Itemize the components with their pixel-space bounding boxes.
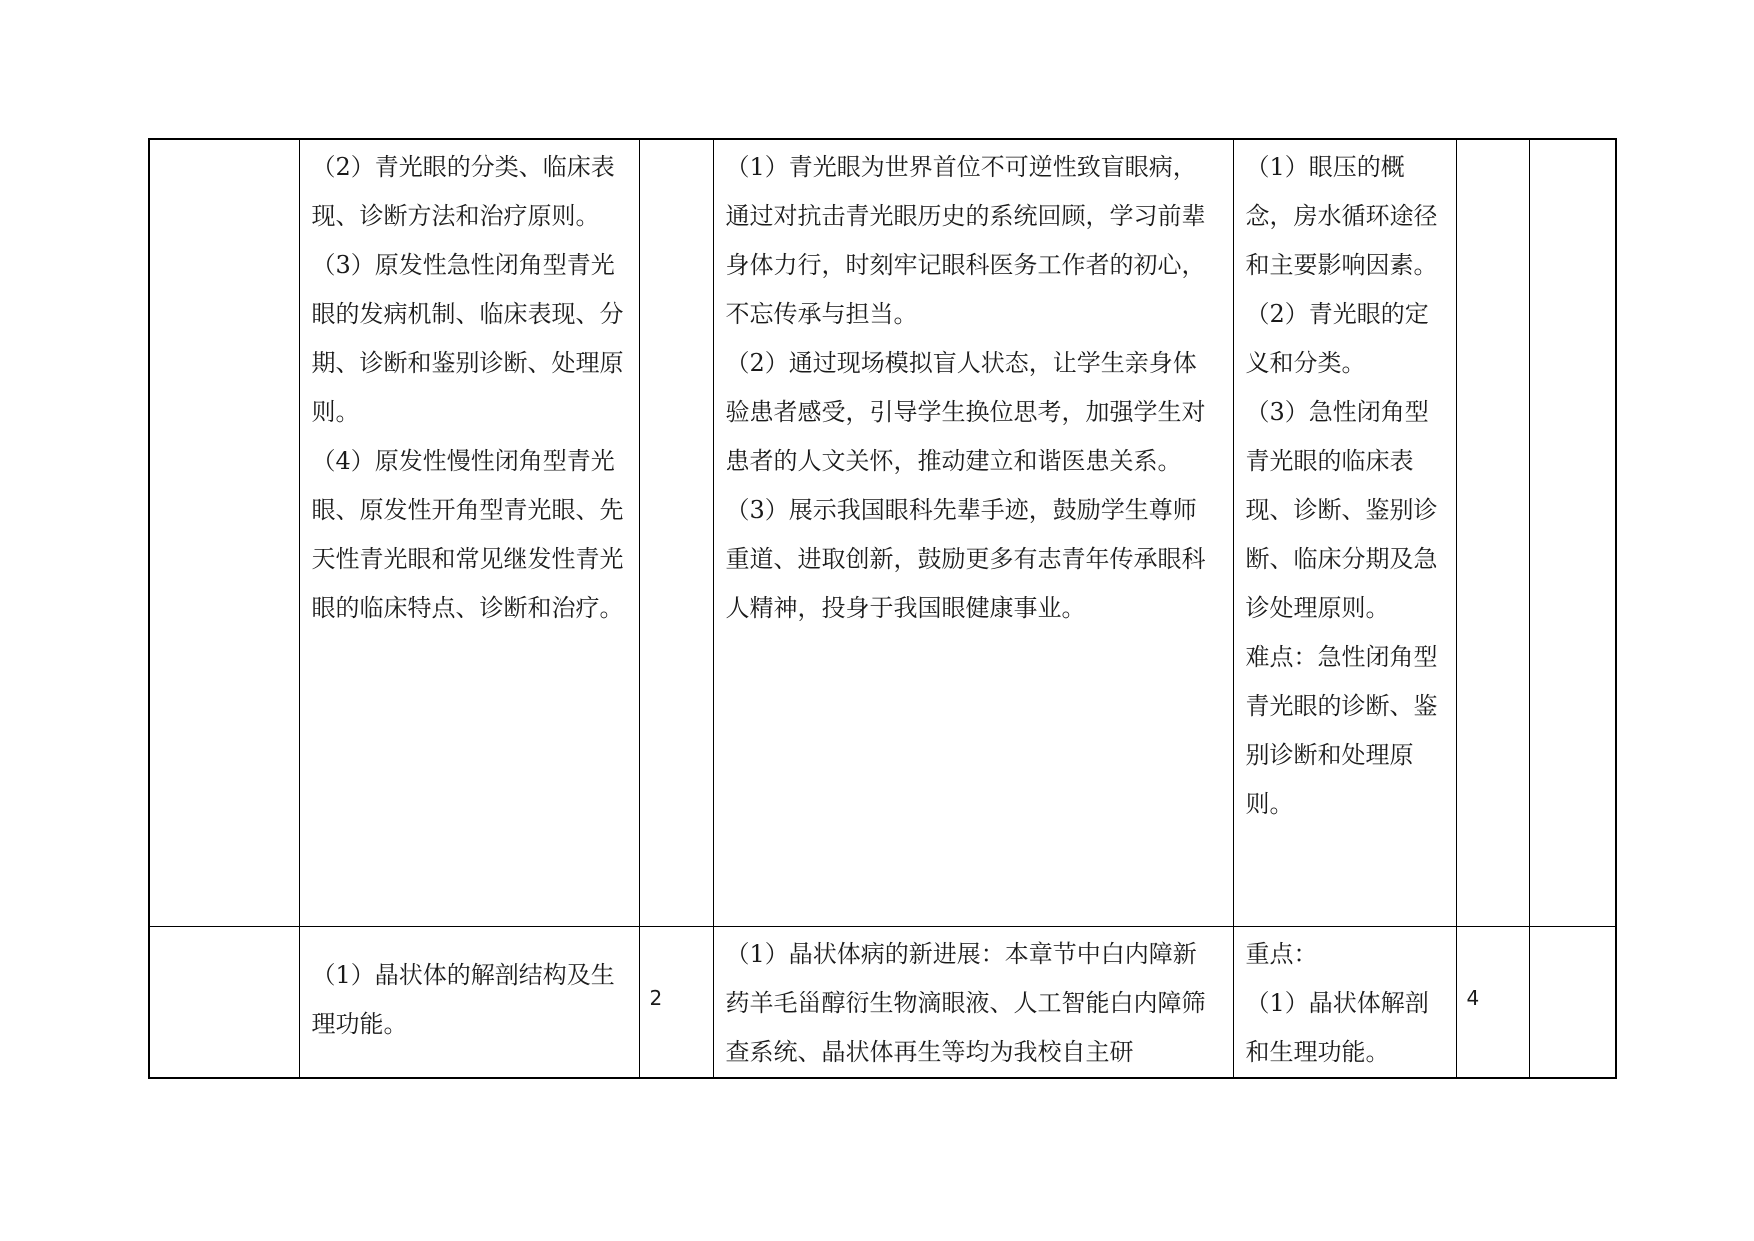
note-cell — [1529, 927, 1616, 1079]
key-points-cell — [1233, 927, 1456, 1079]
topic-cell — [299, 927, 639, 1079]
value-number — [1457, 140, 1529, 187]
hours-value — [640, 140, 713, 187]
ideology-cell — [713, 927, 1233, 1079]
hours-cell — [639, 927, 713, 1079]
ideology-item: （2）通过现场模拟盲人状态，让学生亲身体验患者感受，引导学生换位思考，加强学生对患者的人文关怀，推动建立和谐医患关系。 — [725, 349, 1206, 475]
value-number: 4 — [1466, 986, 1480, 1010]
value-cell — [1456, 927, 1529, 1079]
table-row — [149, 139, 1616, 927]
key-point-item: 难点：急性闭角型青光眼的诊断、鉴别诊断和处理原则。 — [1245, 643, 1438, 818]
ideology-item: （1）青光眼为世界首位不可逆性致盲眼病，通过对抗击青光眼历史的系统回顾，学习前辈身体力行，时刻牢记眼科医务工作者的初心，不忘传承与担当。 — [725, 153, 1206, 328]
topic-item: （3）原发性急性闭角型青光眼的发病机制、临床表现、分期、诊断和鉴别诊断、处理原则。 — [311, 251, 624, 426]
ideology-item: （3）展示我国眼科先辈手迹，鼓励学生尊师重道、进取创新，鼓励更多有志青年传承眼科人精神，投身于我国眼健康事业。 — [725, 496, 1206, 622]
ideology-item: （1）晶状体病的新进展：本章节中白内障新药羊毛甾醇衍生物滴眼液、人工智能白内障筛查系统、晶状体再生等均为我校自主研 — [725, 940, 1206, 1066]
hours-cell — [639, 139, 713, 927]
topic-item: （2）青光眼的分类、临床表现、诊断方法和治疗原则。 — [311, 153, 615, 230]
hours-value: 2 — [649, 986, 663, 1010]
note-text — [1530, 927, 1616, 930]
topic-item: （4）原发性慢性闭角型青光眼、原发性开角型青光眼、先天性青光眼和常见继发性青光眼的临床特点、诊断和治疗。 — [311, 447, 624, 622]
table-row — [149, 927, 1616, 1079]
key-points-cell — [1233, 139, 1456, 927]
value-cell — [1456, 139, 1529, 927]
key-point-item: （2）青光眼的定义和分类。 — [1245, 300, 1429, 377]
note-text — [1530, 140, 1616, 143]
key-point-item: （1）眼压的概念，房水循环途径和主要影响因素。 — [1245, 153, 1438, 279]
chapter-cell — [149, 927, 299, 1079]
key-point-item: （1）晶状体解剖和生理功能。 — [1245, 989, 1429, 1066]
chapter-cell — [149, 139, 299, 927]
topic-item: （1）晶状体的解剖结构及生理功能。 — [311, 961, 615, 1038]
syllabus-table — [148, 138, 1617, 1079]
key-point-item: 重点： — [1245, 940, 1318, 968]
ideology-cell — [713, 139, 1233, 927]
key-point-item: （3）急性闭角型青光眼的临床表现、诊断、鉴别诊断、临床分期及急诊处理原则。 — [1245, 398, 1438, 622]
topic-cell — [299, 139, 639, 927]
note-cell — [1529, 139, 1616, 927]
